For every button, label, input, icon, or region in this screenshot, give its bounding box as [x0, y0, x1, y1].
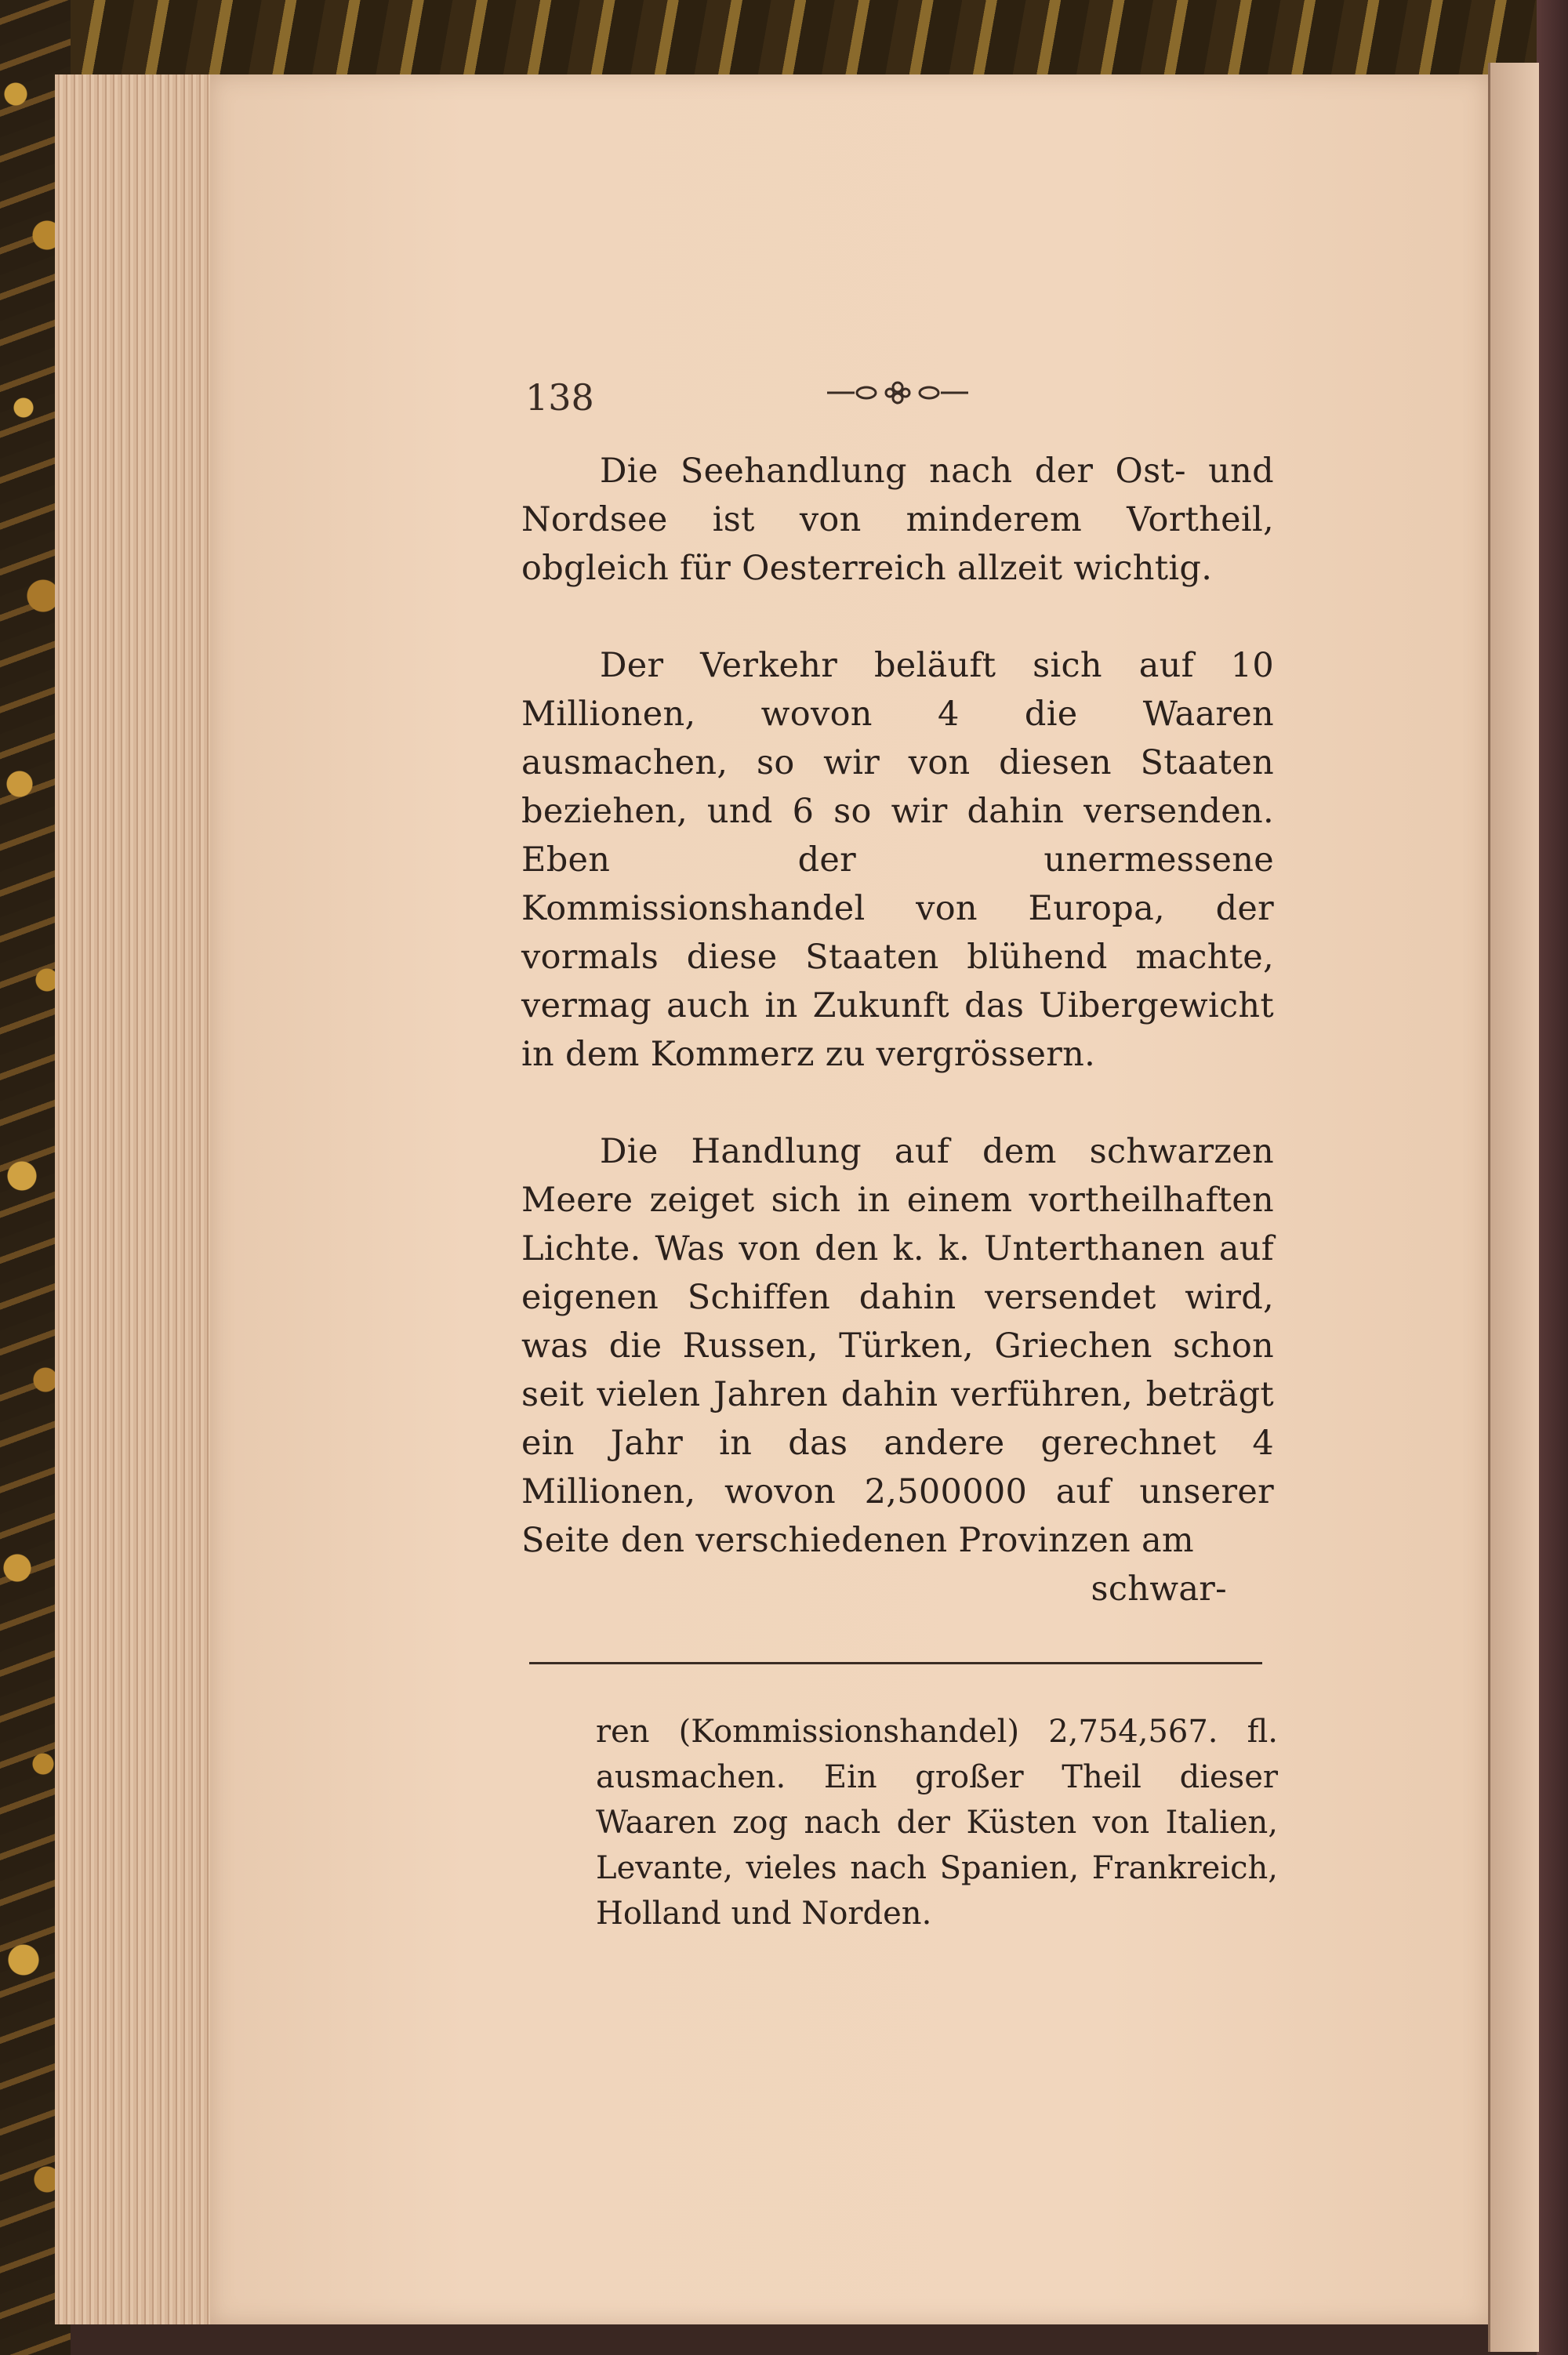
catchword: schwar-	[1091, 1569, 1227, 1609]
page-edges	[55, 74, 213, 2324]
printer-ornament-icon	[823, 381, 972, 405]
next-page-edge	[1488, 63, 1539, 2352]
paragraph-2: Der Verkehr beläuft sich auf 10 Millionen, wovon 4 die Waaren ausmachen, so wir von diesen Staaten beziehen, und 6 so wir dahin versenden. Eben der unermessene Kommissionshandel von Europa, der vormals diese Staaten blühend machte, vermag auch in Zukunft das Uibergewicht in dem Kommerz zu vergrössern.	[521, 646, 1274, 1074]
cloth-cover-right	[1537, 0, 1568, 2355]
page-header	[525, 376, 1294, 431]
marbled-cover-top	[71, 0, 1568, 78]
paragraph-3: Die Handlung auf dem schwarzen Meere zeiget sich in einem vortheilhaften Lichte. Was von den k. k. Unterthanen auf eigenen Schiffen dahin versendet wird, was die Russen, Türken, Griechen schon seit vielen Jahren dahin verführen, beträgt ein Jahr in das andere gerechnet 4 Millionen, wovon 2,500000 auf unserer Seite den verschiedenen Provinzen am	[521, 1132, 1274, 1560]
footnote: ren (Kommissionshandel) 2,754,567. fl. ausmachen. Ein großer Theil dieser Waaren zog nach der Küsten von Italien, Levante, vieles nach Spanien, Frankreich, Holland und Norden.	[596, 1714, 1278, 1932]
main-text	[521, 447, 1274, 1613]
paragraph-1: Die Seehandlung nach der Ost- und Nordsee ist von minderem Vortheil, obgleich für Oesterreich allzeit wichtig.	[521, 452, 1274, 588]
footnote-rule	[529, 1662, 1262, 1664]
page-number: 138	[525, 376, 594, 419]
